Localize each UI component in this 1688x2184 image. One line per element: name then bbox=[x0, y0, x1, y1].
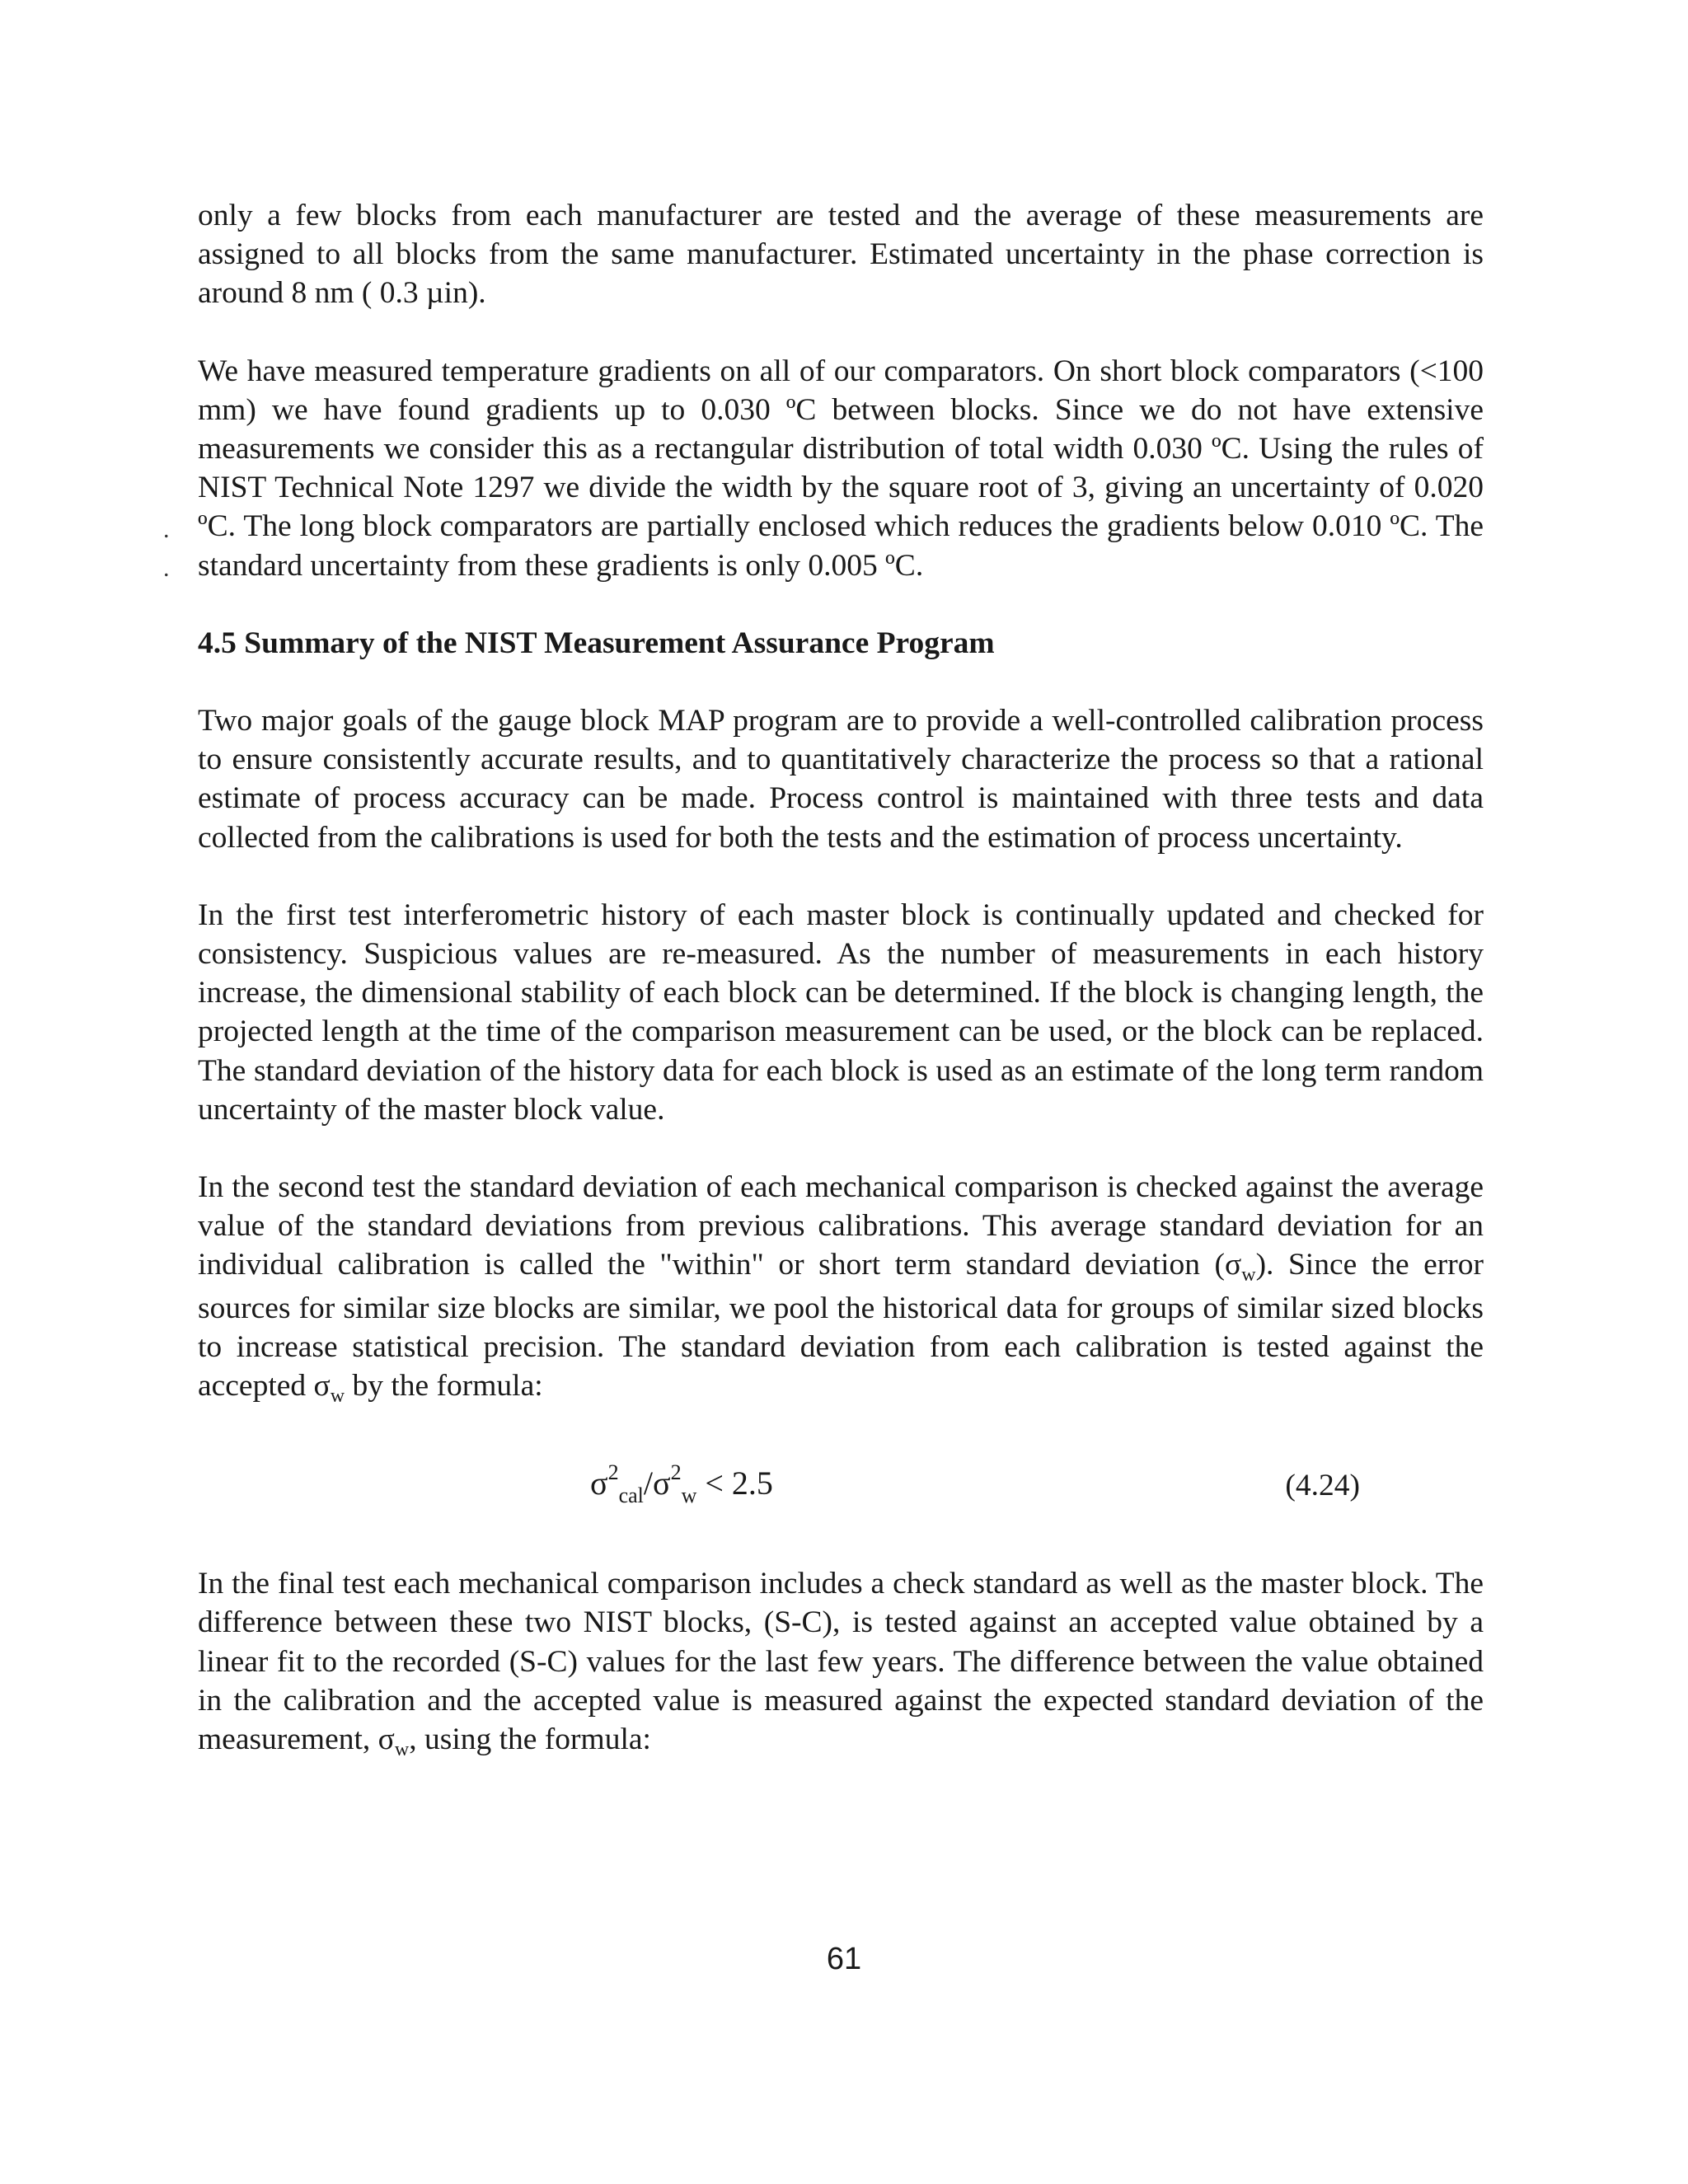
page-number: 61 bbox=[826, 1942, 862, 1976]
final-test-text-1: In the final test each mechanical comparison includes a check standard as well as the master block. The difference between these two NIST blocks, (S-C), is tested against an accepted value obtained by a linear fit to the recorded (S-C) values for the last few years. The difference between the value obtained in the calibration and the accepted value is measured against the expected standard deviation of the measurement, σ bbox=[198, 1567, 1484, 1757]
paragraph-temperature-gradients: We have measured temperature gradients on all of our comparators. On short block comparators (<100 mm) we have found gradients up to 0.030 ºC between blocks. Since we do not have extensive measurements we consider this as a rectangular distribution of total width 0.030 ºC. Using the rules of NIST Technical Note 1297 we divide the width by the square root of 3, giving an uncertainty of 0.020 ºC. The long block comparators are partially enclosed which reduces the gradients below 0.010 ºC. The standard uncertainty from these gradients is only 0.005 ºC. bbox=[198, 354, 1484, 583]
paragraph-final-test bbox=[198, 1564, 1484, 1763]
margin-dot-mark: . bbox=[163, 555, 170, 582]
second-test-text-1: In the second test the standard deviation of each mechanical comparison is checked against the average value of the standard deviations from previous calibrations. This average standard deviation for an individual calibration is called the "within" or short term standard deviation (σ bbox=[198, 1170, 1484, 1282]
equation-expression bbox=[590, 1459, 773, 1512]
sigma-symbol: σ bbox=[653, 1465, 671, 1502]
second-test-text-3: by the formula: bbox=[345, 1369, 543, 1404]
superscript: 2 bbox=[670, 1460, 682, 1485]
subscript: w bbox=[681, 1483, 697, 1508]
paragraph-first-test: In the first test interferometric history of each master block is continually updated and checked for consistency. Suspicious values are re-measured. As the number of measurements in each history increase, the dimensional stability of each block can be determined. If the block is changing length, the projected length at the time of the comparison measurement can be used, or the block can be replaced. The standard deviation of the history data for each block is used as an estimate of the long term random uncertainty of the master block value. bbox=[198, 898, 1484, 1127]
section-heading: 4.5 Summary of the NIST Measurement Assurance Program bbox=[198, 626, 995, 660]
equation-4-24 bbox=[198, 1459, 1484, 1516]
sigma-subscript: w bbox=[394, 1739, 410, 1761]
division-slash: / bbox=[643, 1465, 653, 1502]
final-test-text-2: , using the formula: bbox=[409, 1722, 651, 1757]
equation-rhs: < 2.5 bbox=[696, 1465, 773, 1502]
subscript: cal bbox=[618, 1483, 644, 1508]
margin-dot-mark: . bbox=[163, 516, 170, 543]
page-content bbox=[198, 196, 1484, 1802]
sigma-subscript: w bbox=[1241, 1264, 1256, 1286]
sigma-subscript: w bbox=[330, 1385, 345, 1408]
equation-number: (4.24) bbox=[1285, 1469, 1360, 1503]
second-test-text-2: ). Since the error sources for similar size blocks are similar, we pool the historical data for groups of similar sized blocks to increase statistical precision. The standard deviation from each calibration is tested against the accepted σ bbox=[198, 1248, 1484, 1404]
paragraph-map-goals: Two major goals of the gauge block MAP program are to provide a well-controlled calibration process to ensure consistently accurate results, and to quantitatively characterize the process so that a rational estimate of process accuracy can be made. Process control is maintained with three tests and data collected from the calibrations is used for both the tests and the estimation of process uncertainty. bbox=[198, 704, 1484, 855]
superscript: 2 bbox=[607, 1460, 619, 1485]
paragraph-phase-correction: only a few blocks from each manufacturer are tested and the average of these measurements are assigned to all blocks from the same manufacturer. Estimated uncertainty in the phase correction is around 8 nm ( 0.3 µin). bbox=[198, 199, 1484, 311]
sigma-symbol: σ bbox=[590, 1465, 608, 1502]
paragraph-second-test bbox=[198, 1168, 1484, 1409]
